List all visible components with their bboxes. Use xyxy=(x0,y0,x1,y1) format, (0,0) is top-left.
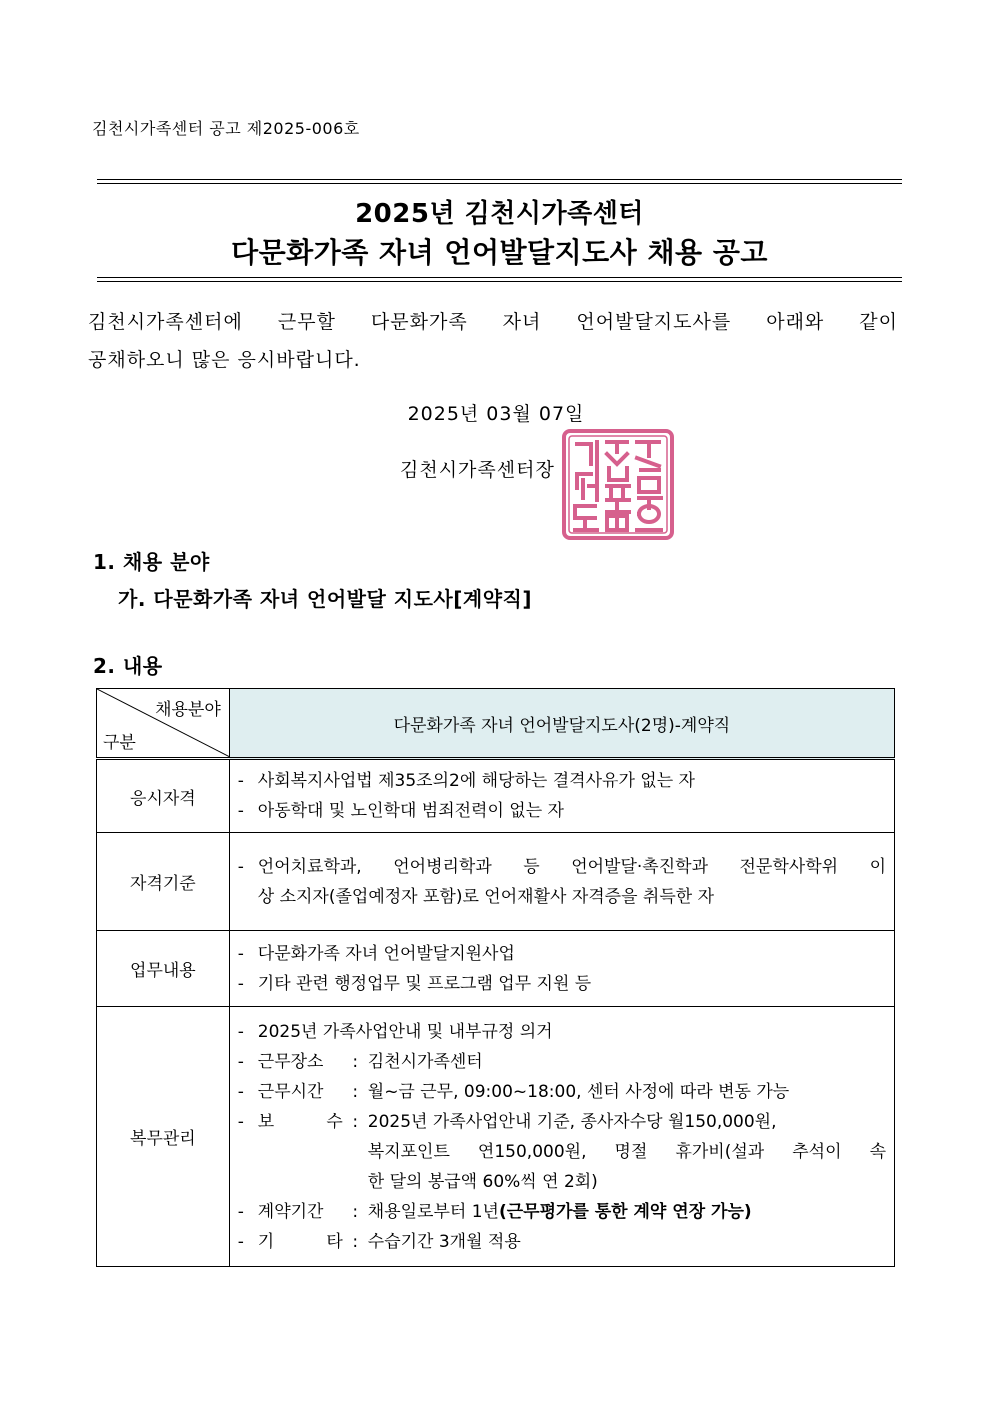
list-item: - 계약기간 : 채용일로부터 1년(근무평가를 통한 계약 연장 가능) xyxy=(237,1201,752,1222)
row-content-criteria xyxy=(229,833,894,931)
row-content-eligibility xyxy=(229,759,894,833)
list-item: - 보 수 : 2025년 가족사업안내 기준, 종사자수당 월150,000원, 복지포인트 연150,000원, 명절 휴가비(설과 추석이 속 한 달의 봉급액 60%씩 연 2회) xyxy=(237,1111,886,1192)
corner-cell xyxy=(97,689,230,759)
title-rule-bottom-outer xyxy=(97,281,902,282)
list-item: - 2025년 가족사업안내 및 내부규정 의거 xyxy=(237,1021,553,1042)
intro-paragraph xyxy=(88,303,898,379)
row-label-service: 복무관리 xyxy=(97,1007,230,1267)
section1-heading: 1. 채용 분야 xyxy=(93,550,210,574)
table-row-criteria xyxy=(97,833,895,931)
table-row-duties xyxy=(97,931,895,1007)
recruitment-table xyxy=(96,688,895,1267)
corner-top-label: 채용분야 xyxy=(155,700,221,720)
intro-line1: 김천시가족센터에 근무할 다문화가족 자녀 언어발달지도사를 아래와 같이 xyxy=(88,311,898,333)
section2-heading: 2. 내용 xyxy=(93,654,163,678)
list-item: - 아동학대 및 노인학대 범죄전력이 없는 자 xyxy=(237,801,564,821)
table-row-eligibility xyxy=(97,759,895,833)
title-line1: 2025년 김천시가족센터 xyxy=(355,199,644,229)
list-item: - 근무시간 : 월~금 근무, 09:00~18:00, 센터 사정에 따라 변동 가능 xyxy=(237,1081,790,1102)
list-item: - 근무장소 : 김천시가족센터 xyxy=(237,1051,483,1072)
intro-line2: 공채하오니 많은 응시바랍니다. xyxy=(88,349,361,371)
notice-date: 2025년 03월 07일 xyxy=(407,403,585,425)
title-rule-top-outer xyxy=(97,179,902,180)
list-item: - 기 타 : 수습기간 3개월 적용 xyxy=(237,1231,521,1252)
title-rule-bottom-inner xyxy=(97,277,902,278)
corner-bottom-label: 구분 xyxy=(103,733,136,753)
notice-number: 김천시가족센터 공고 제2025-006호 xyxy=(92,119,360,138)
official-seal xyxy=(561,428,675,541)
table-header-row xyxy=(97,689,895,759)
table-row-service xyxy=(97,1007,895,1267)
contract-note: (근무평가를 통한 계약 연장 가능) xyxy=(498,1201,752,1222)
list-item: - 언어치료학과, 언어병리학과 등 언어발달·촉진학과 전문학사학위 이 상 소지자(졸업예정자 포함)로 언어재활사 자격증을 취득한 자 xyxy=(237,856,886,907)
row-label-eligibility: 응시자격 xyxy=(97,759,230,833)
list-item: - 사회복지사업법 제35조의2에 해당하는 결격사유가 없는 자 xyxy=(237,771,695,791)
row-content-service xyxy=(229,1007,894,1267)
list-item: - 기타 관련 행정업무 및 프로그램 업무 지원 등 xyxy=(237,973,592,994)
title-rule-top-inner xyxy=(97,183,902,184)
table-header: 다문화가족 자녀 언어발달지도사(2명)-계약직 xyxy=(229,689,894,759)
row-content-duties xyxy=(229,931,894,1007)
section1-item: 가. 다문화가족 자녀 언어발달 지도사[계약직] xyxy=(118,587,532,611)
row-label-criteria: 자격기준 xyxy=(97,833,230,931)
signer-name: 김천시가족센터장 xyxy=(400,459,555,481)
list-item: - 다문화가족 자녀 언어발달지원사업 xyxy=(237,943,515,964)
row-label-duties: 업무내용 xyxy=(97,931,230,1007)
title-line2: 다문화가족 자녀 언어발달지도사 채용 공고 xyxy=(231,236,768,269)
